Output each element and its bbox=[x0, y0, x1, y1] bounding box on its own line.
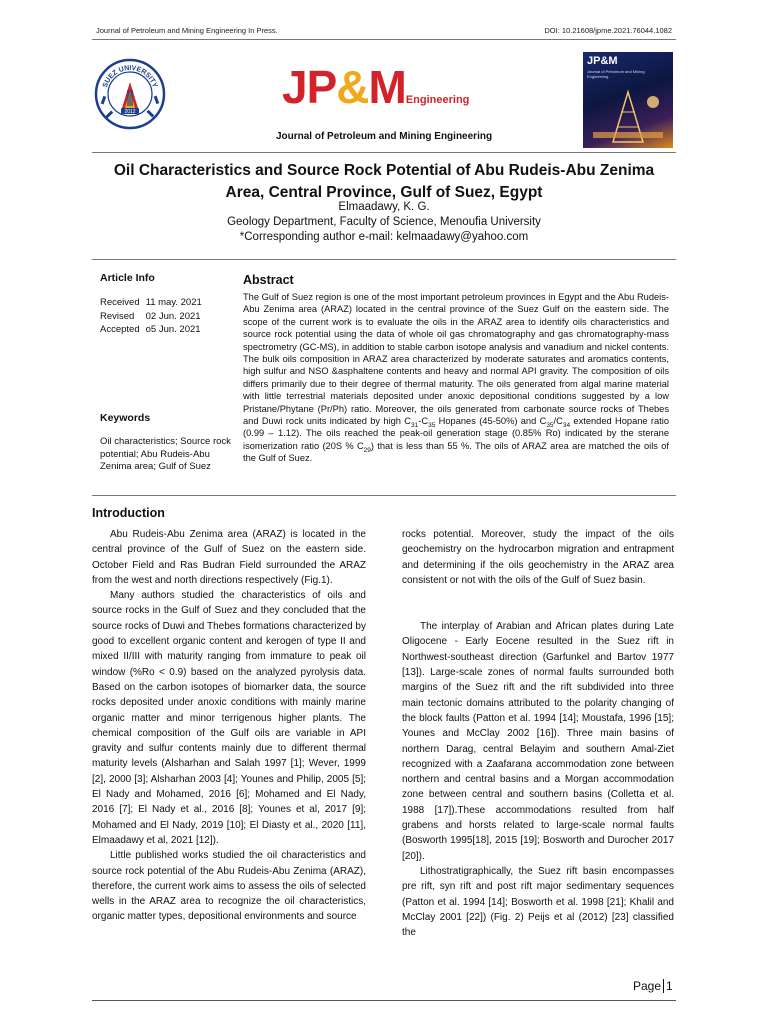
logo-arc-text: SUEZ UNIVERSITY bbox=[101, 64, 159, 89]
author-name: Elmaadawy, K. G. bbox=[338, 201, 430, 213]
abstract-text: The Gulf of Suez region is one of the most important petroleum provinces in Egypt and the Abu Rudeis-Abu Zenima area (ARAZ) located in the central province of the Suez Gulf on the eastern side. The scope of the current work is to evaluate the oils in the ARAZ area to identify oils characteristics and source rock potential using the data of whole oil gas chromatography and gas chromatography-mass spectrometry (GC-MS), in addition to stable carbon isotope analysis and vanadium and nickel contents. The bulk oils composition in ARAZ area characterized by moderate saturates and aromatics contents, high sulfur and NSO &asphaltene contents and heavy and normal API gravity. The composition of oils differs primarily due to their degree of thermal maturity. The oils generated from algal marine material with little terrestrial materials deposited under anoxic depositional conditions suggested by a low Pristane/Phytane (Pr/Ph) ratio. Moreover, the oils generated from carbonate source rocks of Thebes and Duwi rock units indicated by high $C_{31}-C_{35}$ Hopanes (45-50%) and $C_{35}/C_{34}$ extended Hopane ratio (0.99 – 1.12). The oils reached the peak-oil generation stage (0.85% Ro) indicated by the sterane isomerization ratio (20S % $C_{29}$) that is less than 55 %. The oils of ARAZ area are matched the oils of the Gulf of Suez. bbox=[243, 292, 669, 464]
introduction-heading: Introduction bbox=[92, 506, 165, 520]
journal-name: Journal of Petroleum and Mining Engineering bbox=[275, 131, 493, 142]
paragraph: Lithostratigraphically, the Suez rift basin encompasses pre rift, syn rift and post rift major sedimentary sequences (Patton et al. 1994 [14]; Bosworth et al. 1998 [21]; Khalil and McClay 2001 [22]) (Fig. 2) Peijs et al (2012) [23] classified the bbox=[402, 865, 674, 939]
running-header-journal: Journal of Petroleum and Mining Engineering In Press. bbox=[96, 26, 278, 35]
author-affiliation: Geology Department, Faculty of Science, Menoufia University bbox=[227, 216, 541, 228]
article-info-heading: Article Info bbox=[100, 272, 155, 284]
date-value: o5 Jun. 2021 bbox=[145, 324, 201, 335]
brand-m: M bbox=[368, 61, 406, 113]
date-label: Revised bbox=[100, 310, 135, 322]
article-title bbox=[92, 160, 676, 204]
journal-brand bbox=[282, 61, 470, 113]
corresponding-author: *Corresponding author e-mail: kelmaadawy@yahoo.com bbox=[239, 231, 529, 243]
brand-engineering: Engineering bbox=[405, 94, 470, 106]
brand-ampersand: & bbox=[336, 61, 369, 113]
keywords-heading: Keywords bbox=[100, 412, 151, 424]
brand-jp: JP bbox=[282, 61, 337, 113]
cover-title: JP&M bbox=[587, 55, 618, 67]
page-number: Page 1 bbox=[633, 979, 673, 993]
paragraph: Many authors studied the characteristics of oils and source rocks in the Gulf of Suez and they concluded that the source rocks of Duwi and Thebes formations characterized by good to excellent organic content and kerogen of type II and mixed II/III with maturity ranging from immature to peak oil window (%Ro < 0.9) based on the analyzed pyrolysis data. Based on the carbon isotopes of biomarker data, the source rocks deposited under anoxic conditions with mainly marine organic matter and minor terrigenous higher plants. The chemical composition of the Gulf oils are variable in API gravity and sulfur contents mainly due to different thermal maturity levels (Alsharhan and Salah 1997 [1]; Wever, 1999 [2], 2000 [3]; Alsharhan 2003 [4]; Younes and Philip, 2005 [5]; El Nady and Mohamed, 2016 [6]; Mohamed and El Nady, 2016 [7]; El Nady et al., 2016 [8]; Younes et al, 2017 [9]; Mohamed and El Nady, 2019 [10]; El Diasty et al., 2020 [11], Elmaadawy et al, 2021 [12]). bbox=[92, 590, 366, 846]
journal-cover-image bbox=[583, 52, 673, 148]
date-label: Accepted bbox=[100, 324, 140, 335]
logo-year: 2012 bbox=[124, 109, 136, 115]
suez-university-logo bbox=[94, 58, 166, 130]
paragraph: Abu Rudeis-Abu Zenima area (ARAZ) is located in the central province of the Gulf of Suez on the eastern side. October Field and Ras Budran Field surrounded the ARAZ from the west and north directions respectively (Fig.1). bbox=[92, 529, 366, 586]
footer-divider bbox=[92, 1000, 676, 1001]
article-title-line2: Area, Central Province, Gulf of Suez, Egypt bbox=[225, 184, 543, 201]
date-label: Received bbox=[100, 297, 140, 308]
date-row-received bbox=[100, 296, 208, 310]
title-divider bbox=[92, 259, 676, 260]
header-divider bbox=[92, 39, 676, 40]
article-title-line1: Oil Characteristics and Source Rock Potential of Abu Rudeis-Abu Zenima bbox=[113, 162, 655, 179]
article-dates bbox=[100, 296, 208, 337]
date-value: 02 Jun. 2021 bbox=[145, 310, 201, 322]
keywords-text: Oil characteristics; Source rock potential; Abu Rudeis-Abu Zenima area; Gulf of Suez bbox=[100, 436, 231, 472]
masthead-divider bbox=[92, 152, 676, 153]
introduction-right-column bbox=[402, 527, 674, 940]
date-row-revised bbox=[100, 310, 208, 324]
paragraph: The interplay of Arabian and African plates during Late Oligocene - Early Eocene resulted in the Suez rift in Northwest-southeast direction (Garfunkel and Bartov 1977 [13]). Large-scale zones of normal faults surrounded both margins of the Suez rift and the rift subdivided into three main tectonic domains attributed to the polarity changing of the block faults (Patton et al. 1994 [14]; Moustafa, 1996 [15]; Younes and McClay 2002 [16]). Three main basins of northern Darag, central Belayim and southern Amal-Ziet recognized with a Zaafarana accommodation zone between northern and central basins and a Morgan accommodation zone between central and southern basins (Colletta et al. 1988 [17]).These accommodations resulted from half grabens and horsts related to large-scale normal faults (Bosworth 1995[18], 2015 [19]; Bosworth and Durocher 2017 [20]). bbox=[402, 621, 674, 862]
running-header-doi: DOI: 10.21608/jpme.2021.76044.1082 bbox=[544, 26, 672, 35]
date-value: 11 may. 2021 bbox=[145, 297, 202, 308]
paragraph: rocks potential. Moreover, study the impact of the oils geochemistry on the hydrocarbon migration and entrapment and determining if the oils geochemistry in the ARAZ area consistent or not with the oils of the Gulf of Suez basin. bbox=[402, 529, 674, 586]
author-block bbox=[92, 200, 676, 245]
abstract-divider bbox=[92, 495, 676, 496]
cover-rig-icon bbox=[583, 82, 673, 148]
cover-subtitle: Journal of Petroleum and Mining Engineering bbox=[587, 69, 645, 79]
paragraph: Little published works studied the oil characteristics and source rock potential of the Abu Rudeis-Abu Zenima (ARAZ), therefore, the current work aims to assess the oils of selected wells in the ARAZ area to recognize the oil characteristics, organic matter types, depositional environments and source bbox=[92, 850, 366, 923]
introduction-left-column bbox=[92, 527, 366, 925]
date-row-accepted bbox=[100, 323, 208, 337]
abstract-heading: Abstract bbox=[243, 273, 294, 287]
